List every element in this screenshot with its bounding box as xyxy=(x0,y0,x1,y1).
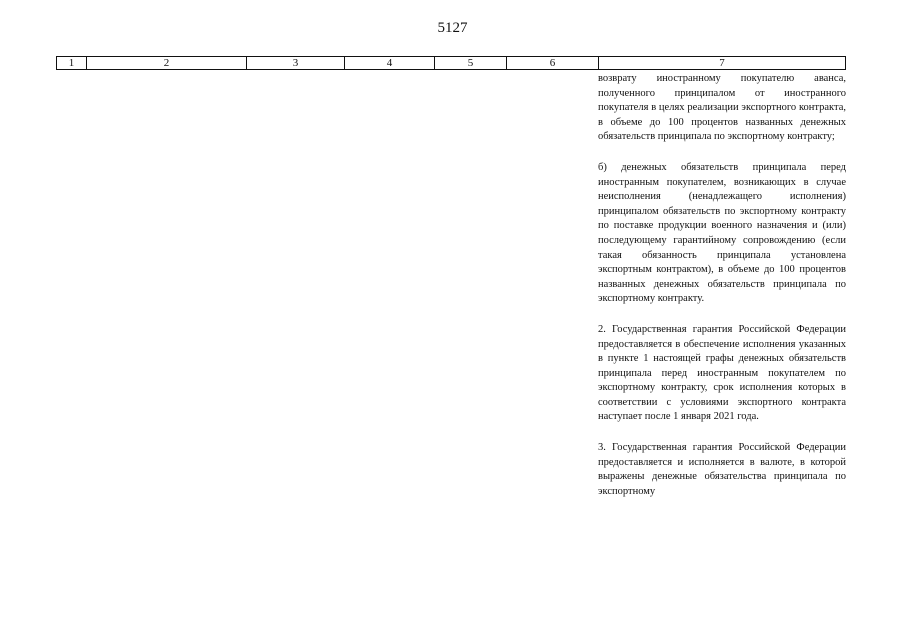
paragraph-2: 2. Государственная гарантия Российской Федерации предоставляется в обеспечение исполнения указанных в пункте 1 настоящей графы денежных обязательств принципала перед иностранным покупателем по экспортному контракту, срок исполнения которых в соответствии с условиями экспортного контракта наступает после 1 января 2021 года. xyxy=(598,323,846,423)
header-cell-3: 3 xyxy=(247,57,345,69)
header-cell-4: 4 xyxy=(345,57,435,69)
column-7-text xyxy=(598,72,846,515)
header-cell-6: 6 xyxy=(507,57,599,69)
paragraph-b: б) денежных обязательств принципала перед иностранным покупателем, возникающих в случае неисполнения (ненадлежащего исполнения) принципалом обязательств по экспортному контракту по поставке продукции военного назначения и (или) последующему гарантийному сопровождению (если такая обязанность принципала установлена экспортным контрактом), в объеме до 100 процентов названных денежных обязательств принципала по экспортному контракту. xyxy=(598,161,846,305)
header-cell-5: 5 xyxy=(435,57,507,69)
header-cell-7: 7 xyxy=(719,57,725,69)
page-number: 5127 xyxy=(437,20,468,36)
header-cell-1: 1 xyxy=(57,57,87,69)
header-cell-2: 2 xyxy=(87,57,247,69)
paragraph-continuation: возврату иностранному покупателю аванса, полученного принципалом от иностранного покупателя в целях реализации экспортного контракта, в объеме до 100 процентов названных денежных обязательств принципала по экспортному контракту; xyxy=(598,73,846,143)
paragraph-3: 3. Государственная гарантия Российской Федерации предоставляется и исполняется в валюте, в которой выражены денежные обязательства принципала по экспортному xyxy=(598,442,846,497)
table-header-row xyxy=(56,56,846,70)
